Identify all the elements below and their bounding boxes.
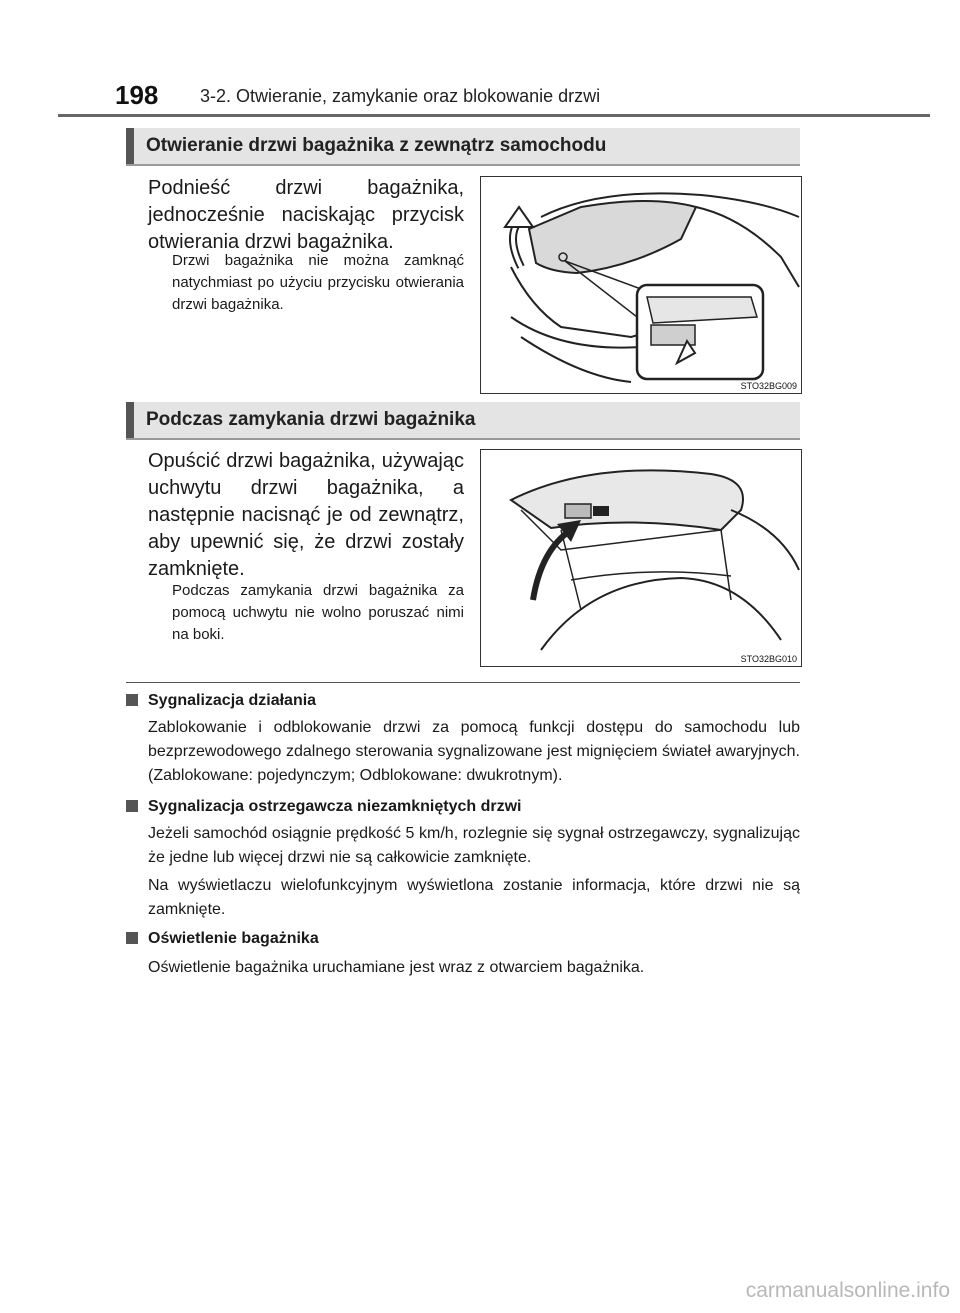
instruction-note: Podczas zamykania drzwi bagażnika za pomocą uchwytu nie wolno poruszać nimi na boki. — [172, 582, 464, 643]
tailgate-handle-illustration — [481, 450, 801, 666]
section-divider — [126, 682, 800, 683]
page-header — [110, 80, 930, 114]
figure-code: STO32BG009 — [740, 381, 797, 391]
figure-code: STO32BG010 — [740, 654, 797, 664]
note-heading — [126, 798, 521, 816]
square-bullet-icon — [126, 800, 138, 812]
note-title: Sygnalizacja ostrzegawcza niezamkniętych drzwi — [148, 798, 522, 815]
square-bullet-icon — [126, 932, 138, 944]
note-title: Sygnalizacja działania — [148, 692, 317, 709]
note-heading — [126, 930, 319, 948]
note-title: Oświetlenie bagażnika — [148, 930, 319, 947]
chapter-title: 3-2. Otwieranie, zamykanie oraz blokowanie drzwi — [200, 86, 601, 106]
square-bullet-icon — [126, 694, 138, 706]
section-title: Otwieranie drzwi bagażnika z zewnątrz samochodu — [146, 135, 607, 156]
figure-tailgate-closing — [480, 449, 802, 667]
note-paragraph: Jeżeli samochód osiągnie prędkość 5 km/h, rozlegnie się sygnał ostrzegawczy, sygnalizując że jedne lub więcej drzwi nie są całkowicie zamknięte. — [148, 825, 800, 866]
instruction-note: Drzwi bagażnika nie można zamknąć natychmiast po użyciu przycisku otwierania drzwi bagażnika. — [172, 252, 464, 313]
tailgate-open-illustration — [481, 177, 801, 393]
note-paragraph: Oświetlenie bagażnika uruchamiane jest wraz z otwarciem bagażnika. — [148, 959, 645, 976]
instruction-text: Opuścić drzwi bagażnika, używając uchwytu drzwi bagażnika, a następnie nacisnąć je od zewnątrz, aby upewnić się, że drzwi zostały zamknięte. — [148, 450, 464, 580]
note-heading — [126, 692, 316, 710]
section-heading-closing — [126, 402, 800, 440]
section-heading-opening — [126, 128, 800, 166]
figure-tailgate-opening — [480, 176, 802, 394]
note-paragraph: Na wyświetlaczu wielofunkcyjnym wyświetlona zostanie informacja, które drzwi nie są zamknięte. — [148, 877, 800, 918]
page-number: 198 — [115, 80, 159, 110]
instruction-text: Podnieść drzwi bagażnika, jednocześnie naciskając przycisk otwierania drzwi bagażnika. — [148, 177, 464, 253]
watermark: carmanualsonline.info — [745, 1279, 950, 1302]
header-rule — [58, 114, 930, 117]
note-paragraph: Zablokowanie i odblokowanie drzwi za pomocą funkcji dostępu do samochodu lub bezprzewodowego zdalnego sterowania sygnalizowane jest mignięciem świateł awaryjnych. (Zablokowane: pojedynczym; Odblokowane: dwukrotnym). — [148, 719, 800, 784]
section-title: Podczas zamykania drzwi bagażnika — [146, 409, 476, 430]
